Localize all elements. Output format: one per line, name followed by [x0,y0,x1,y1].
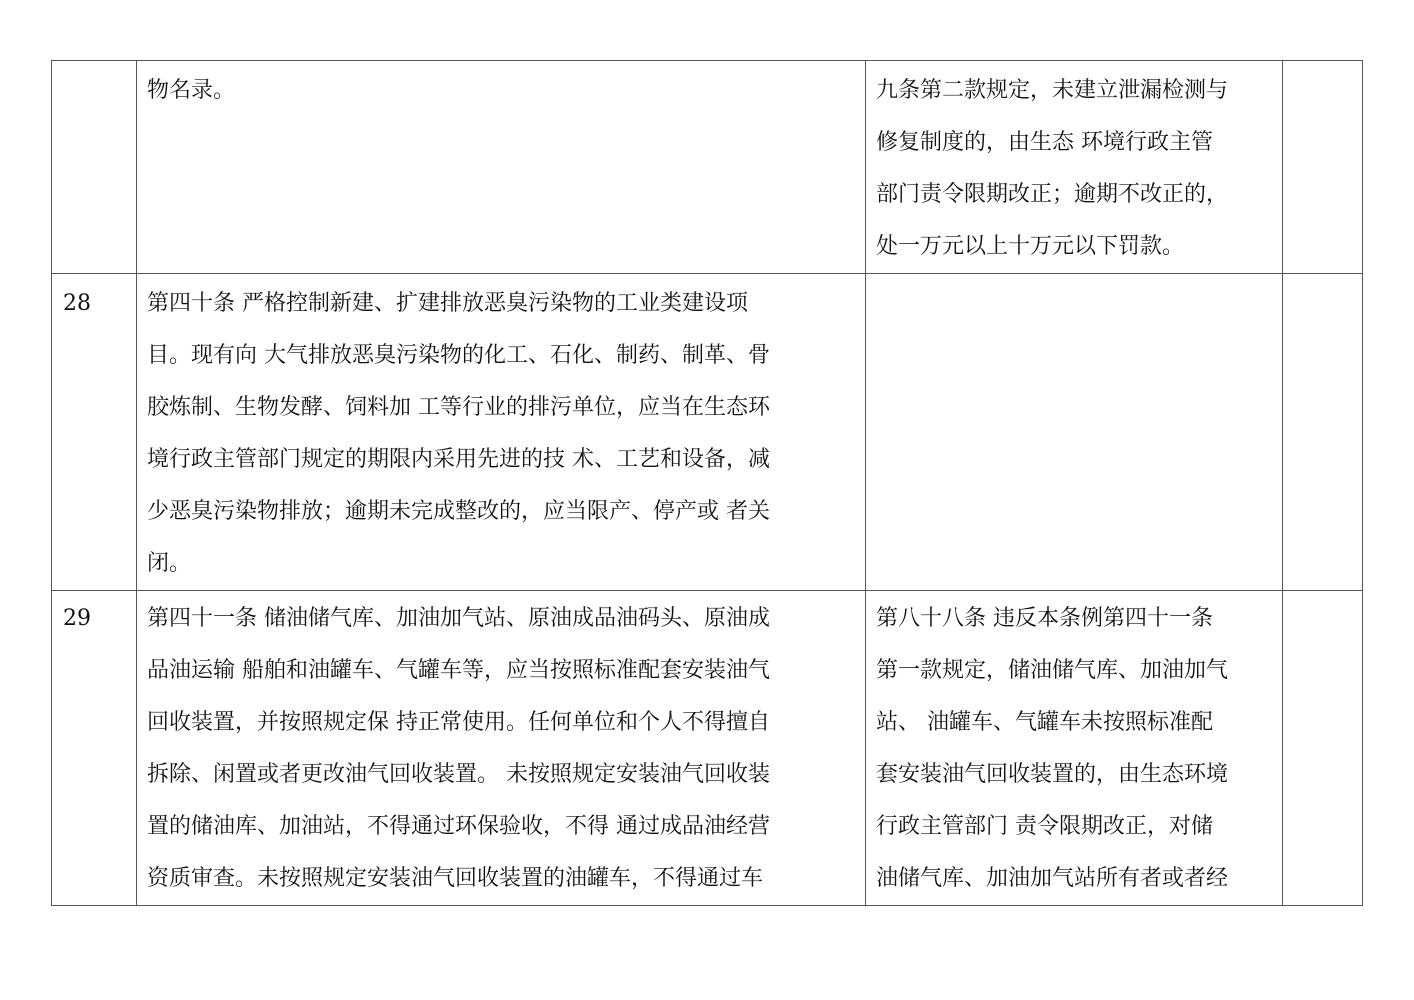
table-row [52,61,1363,274]
article-text: 第四十一条 储油储气库、加油加气站、原油成品油码头、原油成 品油运输 船舶和油罐车、气罐车等，应当按照标准配套安装油气 回收装置，并按照规定保 持正常使用。任何单位和个人不得擅自 拆除、闲置或者更改油气回收装置。 未按照规定安装油气回收装 置的储油库、加油站，不得通过环保验收，不得 通过成品油经营 资质审查。未按照规定安装油气回收装置的油罐车，不得通过车 [137,591,866,906]
table-row [52,274,1363,591]
article-text: 第四十条 严格控制新建、扩建排放恶臭污染物的工业类建设项 目。现有向 大气排放恶臭污染物的化工、石化、制药、制革、骨 胶炼制、生物发酵、饲料加 工等行业的排污单位，应当在生态环 境行政主管部门规定的期限内采用先进的技 术、工艺和设备，减 少恶臭污染物排放；逾期未完成整改的，应当限产、停产或 者关 闭。 [137,274,866,591]
article-text: 物名录。 [137,61,866,274]
row-number [52,61,137,274]
remark-cell [1283,591,1363,906]
row-number: 29 [52,591,137,906]
penalty-text: 第八十八条 违反本条例第四十一条 第一款规定，储油储气库、加油加气 站、 油罐车、气罐车未按照标准配 套安装油气回收装置的，由生态环境 行政主管部门 责令限期改正，对储 油储气库、加油加气站所有者或者经 [866,591,1283,906]
table-row [52,591,1363,906]
regulation-table [51,60,1363,906]
remark-cell [1283,61,1363,274]
remark-cell [1283,274,1363,591]
penalty-text: 九条第二款规定，未建立泄漏检测与 修复制度的，由生态 环境行政主管 部门责令限期改正；逾期不改正的， 处一万元以上十万元以下罚款。 [866,61,1283,274]
penalty-text [866,274,1283,591]
row-number: 28 [52,274,137,591]
